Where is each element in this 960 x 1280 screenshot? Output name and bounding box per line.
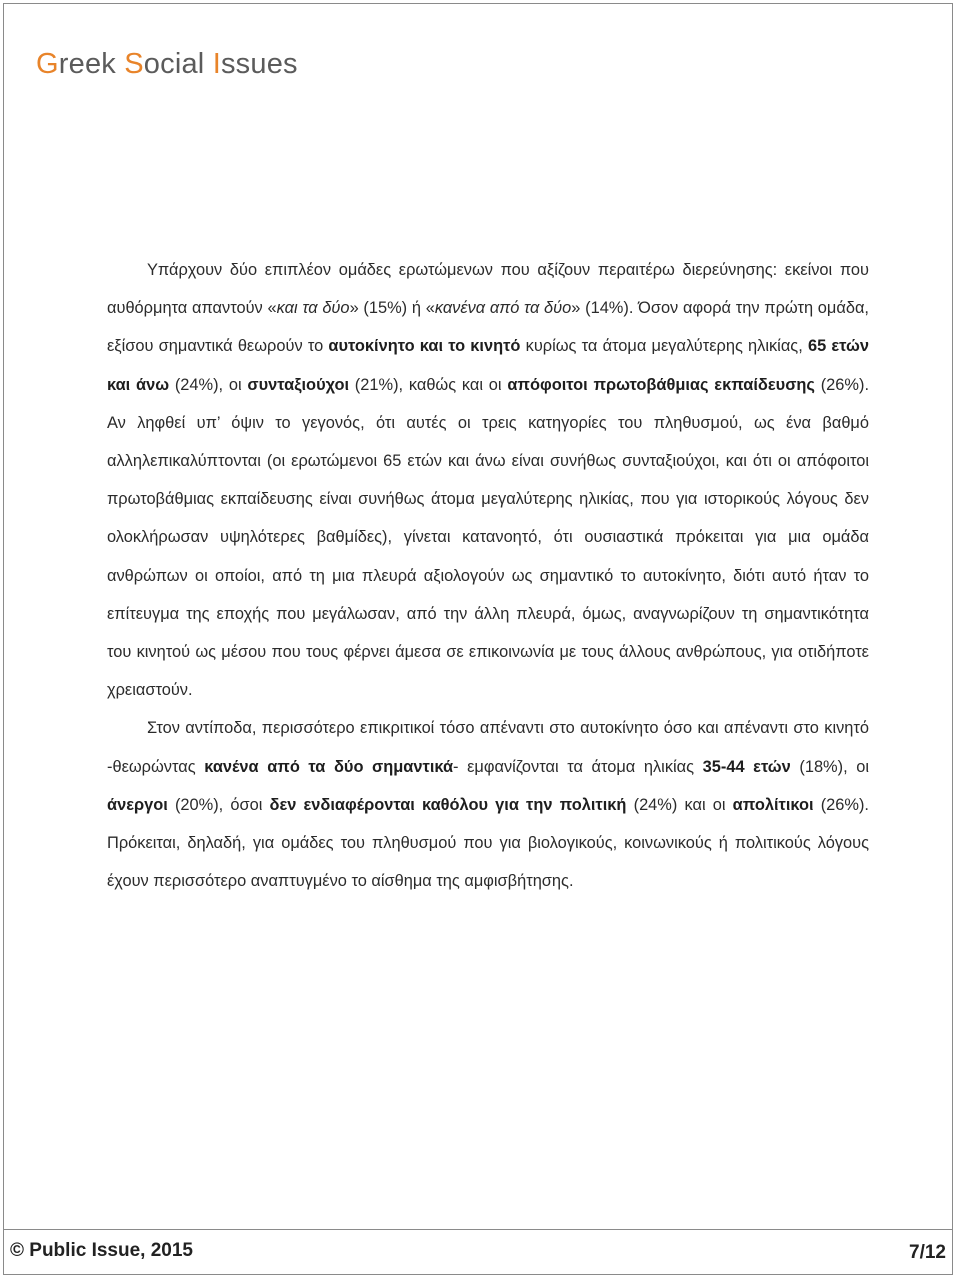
brand-word-issues: ssues	[220, 48, 298, 80]
text-run: (26%). Αν ληφθεί υπ’ όψιν το γεγονός, ότι αυτές οι τρεις κατηγορίες του πληθυσμού, ως ένα βαθμό αλληλεπικαλύπτονται (οι ερωτώμενοι 65 ετών και άνω είναι συνήθως συνταξιούχοι, και ότι οι απόφοιτοι πρωτοβάθμιας εκπαίδευσης είναι συνήθως άτομα μεγαλύτερης ηλικίας, που για ιστορικούς λόγους δεν ολοκλήρωσαν υψηλότερες βαθμίδες), γίνεται κατανοητό, ότι ουσιαστικά πρόκειται για μια ομάδα ανθρώπων οι οποίοι, από τη μια πλευρά αξιολογούν ως σημαντικό το αυτοκίνητο, διότι αυτό ήταν το επίτευγμα της εποχής που μεγάλωσαν, από την άλλη πλευρά, όμως, αναγνωρίζουν τη σημαντικότητα του κινητού ως μέσου που τους φέρνει άμεσα σε επικοινωνία με τους άλλους ανθρώπους, για οτιδήποτε χρειαστούν.	[107, 375, 870, 700]
emphasis-text: κανένα από τα δύο σημαντικά	[204, 757, 454, 776]
text-run: (18%), οι	[790, 757, 869, 776]
emphasis-text: δεν ενδιαφέρονται καθόλου για την πολιτική	[269, 795, 627, 814]
brand-word-social: ocial	[143, 48, 213, 80]
emphasis-text: άνεργοι	[107, 795, 168, 814]
brand-title	[36, 48, 298, 81]
italic-text: και τα δύο	[276, 299, 350, 318]
brand-word-greek: reek	[58, 48, 125, 80]
footer-copyright: © Public Issue, 2015	[10, 1240, 193, 1261]
paragraph-1	[107, 251, 869, 709]
emphasis-text: συνταξιούχοι	[247, 375, 350, 394]
emphasis-text: αυτοκίνητο και το κινητό	[328, 337, 521, 356]
text-run: » (15%) ή «	[349, 299, 435, 318]
brand-initial-g: G	[36, 48, 59, 80]
text-run: » (14%). Όσον αφορά την πρώτη ομάδα, εξίσου σημαντικά θεωρούν το	[107, 299, 869, 356]
footer-divider	[3, 1229, 953, 1230]
text-run: (21%), καθώς και οι	[349, 375, 508, 394]
text-run: κυρίως τα άτομα μεγαλύτερης ηλικίας,	[520, 337, 808, 356]
italic-text: κανένα από τα δύο	[434, 299, 572, 318]
emphasis-text: 65 ετών και άνω	[107, 337, 869, 394]
text-run: (26%). Πρόκειται, δηλαδή, για ομάδες του πληθυσμού που για βιολογικούς, κοινωνικούς ή πολιτικούς λόγους έχουν περισσότερο αναπτυγμένο το αίσθημα της αμφισβήτησης.	[107, 795, 869, 891]
text-run: Στον αντίποδα, περισσότερο επικριτικοί τόσο απέναντι στο αυτοκίνητο όσο και απέναντι στο κινητό -θεωρώντας	[107, 719, 869, 776]
text-run: - εμφανίζονται τα άτομα ηλικίας	[453, 757, 703, 776]
text-run: (24%), οι	[169, 375, 248, 394]
brand-initial-i: I	[212, 48, 221, 80]
emphasis-text: 35-44 ετών	[702, 757, 791, 776]
emphasis-text: απόφοιτοι πρωτοβάθμιας εκπαίδευσης	[507, 375, 815, 394]
emphasis-text: απολίτικοι	[732, 795, 814, 814]
brand-initial-s: S	[124, 48, 144, 80]
article-body	[107, 251, 869, 900]
text-run: (20%), όσοι	[167, 795, 270, 814]
paragraph-2	[107, 709, 869, 900]
text-run: Υπάρχουν δύο επιπλέον ομάδες ερωτώμενων που αξίζουν περαιτέρω διερεύνησης: εκείνοι που αυθόρμητα απαντούν «	[107, 261, 869, 318]
page-number: 7/12	[909, 1242, 946, 1263]
text-run: (24%) και οι	[626, 795, 733, 814]
